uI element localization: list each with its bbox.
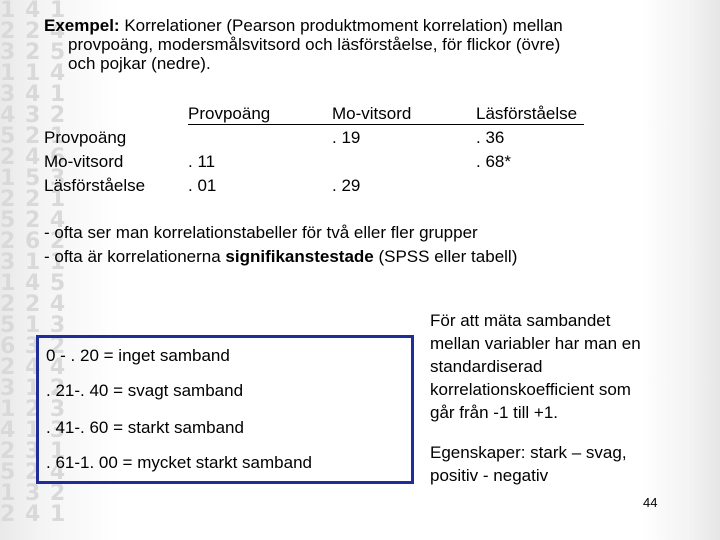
- slide-title: [44, 16, 684, 73]
- correlation-scale-box: [36, 335, 414, 484]
- table-cell: . 36: [476, 128, 505, 147]
- note-line-1: - ofta ser man korrelationstabeller för två eller fler grupper: [44, 223, 478, 242]
- row-label-mo-vitsord: Mo-vitsord: [44, 152, 124, 171]
- scale-item: . 21-. 40 = svagt samband: [46, 381, 244, 400]
- row-label-provpoang: Provpoäng: [44, 128, 127, 147]
- explanation-line: standardiserad: [430, 357, 543, 376]
- explanation-line: mellan variabler har man en: [430, 334, 641, 353]
- scale-item: . 61-1. 00 = mycket starkt samband: [46, 453, 312, 472]
- properties-line: positiv - negativ: [430, 466, 549, 485]
- decorative-number-strip: 1 4 1 2 2 4 3 2 5 1 1 4 3 4 1 4 3 2 5 2 1 2 4 6 1 5 3 2 2 1 5 2 4 2 6 2 3 1 1 1 4 5 2 2 4 5 1 3 6 3 2 2 4 4 3 1 2 1 2 3 4 1 3 2 3 1 5 2 4 1 3 2 2 4 1: [0, 0, 67, 527]
- explanation-line: För att mäta sambandet: [430, 311, 611, 330]
- notes-list: [44, 221, 517, 269]
- note-line-2: [44, 245, 517, 269]
- table-header-underline: [188, 124, 584, 125]
- table-cell: . 68*: [476, 152, 511, 171]
- column-header-lasforstaelse: Läsförståelse: [476, 104, 578, 123]
- table-cell: . 11: [188, 152, 216, 171]
- table-cell: . 01: [188, 176, 217, 195]
- table-cell: . 19: [332, 128, 361, 147]
- column-header-provpoang: Provpoäng: [188, 104, 271, 123]
- scale-item: 0 - . 20 = inget samband: [46, 346, 230, 365]
- properties-line: Egenskaper: stark – svag,: [430, 443, 627, 462]
- page-number: 44: [643, 495, 658, 510]
- scale-item: . 41-. 60 = starkt samband: [46, 418, 244, 437]
- row-label-lasforstaelse: Läsförståelse: [44, 176, 146, 195]
- explanation-line: korrelationskoefficient som: [430, 380, 631, 399]
- title-line-3: och pojkar (nedre).: [68, 54, 211, 73]
- explanation-line: går från -1 till +1.: [430, 403, 559, 422]
- title-line-2: provpoäng, modersmålsvitsord och läsförståelse, för flickor (övre): [68, 35, 561, 54]
- title-bold-prefix: Exempel:: [44, 16, 120, 35]
- title-line-1-rest: Korrelationer (Pearson produktmoment korrelation) mellan: [119, 16, 563, 35]
- table-cell: . 29: [332, 176, 361, 195]
- title-line-1: [44, 16, 684, 35]
- note-line-2-pre: - ofta är korrelationerna: [44, 247, 226, 266]
- note-line-2-bold: signifikanstestade: [225, 247, 374, 266]
- note-line-2-post: (SPSS eller tabell): [373, 247, 518, 266]
- column-header-mo-vitsord: Mo-vitsord: [332, 104, 412, 123]
- properties-text: [430, 441, 690, 487]
- explanation-text: [430, 309, 690, 424]
